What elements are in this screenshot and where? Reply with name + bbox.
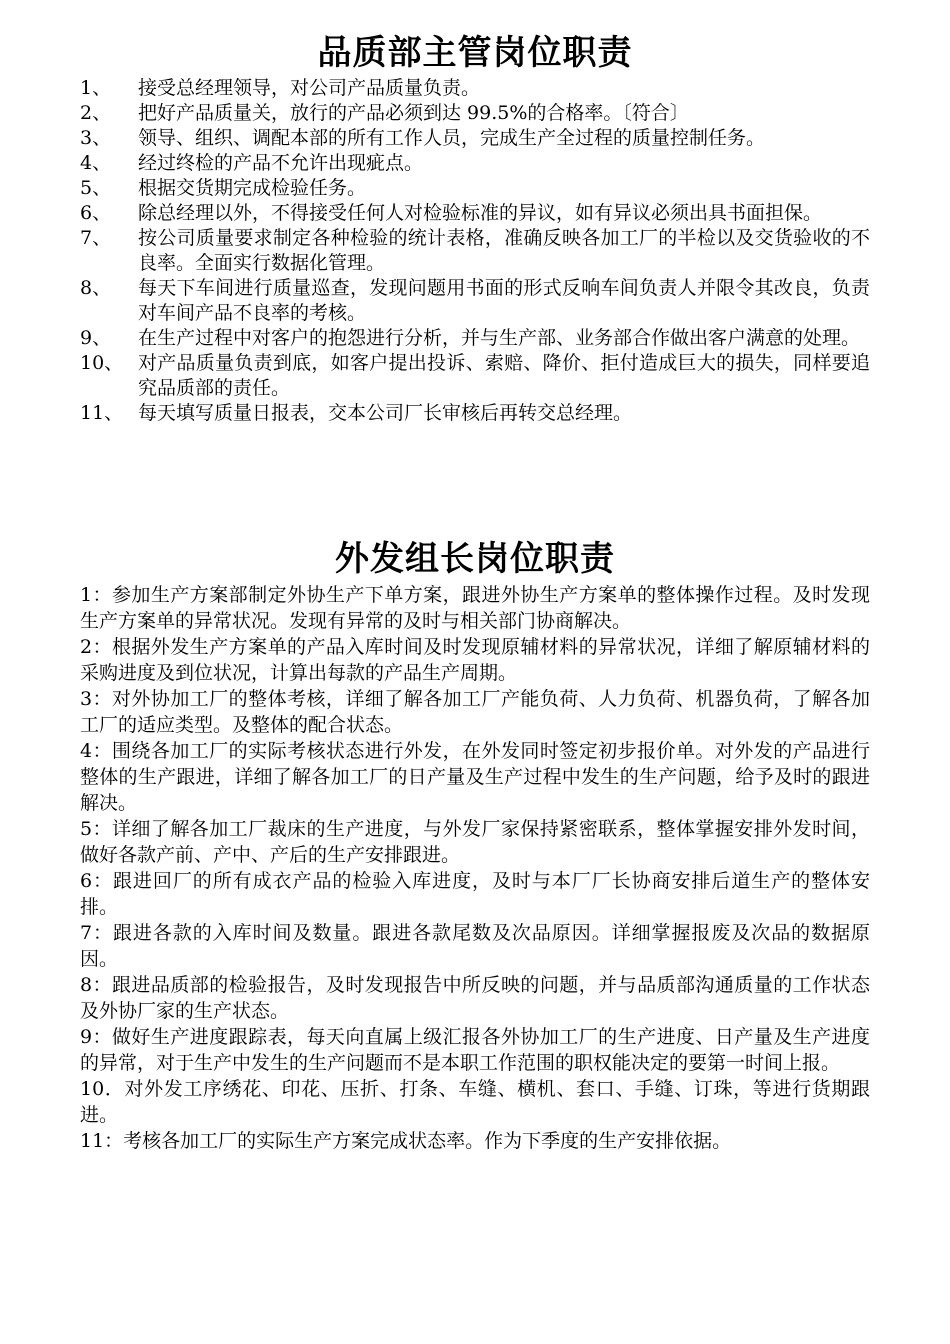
item-number: 4、 xyxy=(80,152,112,174)
section2-item: 5：详细了解各加工厂裁床的生产进度，与外发厂家保持紧密联系，整体掌握安排外发时间，做好各款产前、产中、产后的生产安排跟进。 xyxy=(80,818,870,866)
section1-item xyxy=(80,326,870,351)
section1-item xyxy=(80,401,870,426)
document-page xyxy=(80,30,870,1154)
section1-item xyxy=(80,76,870,101)
item-number: 8、 xyxy=(80,277,112,299)
item-text: 把好产品质量关，放行的产品必须到达 99.5%的合格率。〔符合〕 xyxy=(138,102,689,124)
section2-item: 1：参加生产方案部制定外协生产下单方案，跟进外协生产方案单的整体操作过程。及时发现生产方案单的异常状况。发现有异常的及时与相关部门协商解决。 xyxy=(80,584,870,632)
section2-item: 4：围绕各加工厂的实际考核状态进行外发，在外发同时签定初步报价单。对外发的产品进行整体的生产跟进，详细了解各加工厂的日产量及生产过程中发生的生产问题，给予及时的跟进解决。 xyxy=(80,740,870,814)
section1-item xyxy=(80,201,870,226)
item-text: 按公司质量要求制定各种检验的统计表格，准确反映各加工厂的半检以及交货验收的不良率。全面实行数据化管理。 xyxy=(138,227,870,274)
section2-duty-list xyxy=(80,582,870,1154)
item-number: 5、 xyxy=(80,177,112,199)
section2-item: 7：跟进各款的入库时间及数量。跟进各款尾数及次品原因。详细掌握报废及次品的数据原因。 xyxy=(80,922,870,970)
section2-item: 8：跟进品质部的检验报告，及时发现报告中所反映的问题，并与品质部沟通质量的工作状态及外协厂家的生产状态。 xyxy=(80,974,870,1022)
section1-item xyxy=(80,176,870,201)
item-text: 每天下车间进行质量巡查，发现问题用书面的形式反响车间负责人并限令其改良，负责对车间产品不良率的考核。 xyxy=(138,277,870,324)
item-number: 3、 xyxy=(80,127,112,149)
section2-title: 外发组长岗位职责 xyxy=(335,539,615,579)
item-text: 经过终检的产品不允许出现疵点。 xyxy=(138,152,424,174)
section1-item xyxy=(80,276,870,326)
item-text: 接受总经理领导，对公司产品质量负责。 xyxy=(138,77,481,99)
section2-item: 3：对外协加工厂的整体考核，详细了解各加工厂产能负荷、人力负荷、机器负荷，了解各加工厂的适应类型。及整体的配合状态。 xyxy=(80,688,870,736)
item-text: 根据交货期完成检验任务。 xyxy=(138,177,367,199)
item-text: 每天填写质量日报表，交本公司厂长审核后再转交总经理。 xyxy=(138,402,633,424)
section1-item xyxy=(80,151,870,176)
section2-item: 6：跟进回厂的所有成衣产品的检验入库进度，及时与本厂厂长协商安排后道生产的整体安排。 xyxy=(80,870,870,918)
section1-item xyxy=(80,101,870,126)
section1-item xyxy=(80,351,870,401)
section2-item: 10．对外发工序绣花、印花、压折、打条、车缝、横机、套口、手缝、订珠，等进行货期跟进。 xyxy=(80,1078,870,1126)
item-text: 对产品质量负责到底，如客户提出投诉、索赔、降价、拒付造成巨大的损失，同样要追究品质部的责任。 xyxy=(138,352,870,399)
item-text: 领导、组织、调配本部的所有工作人员，完成生产全过程的质量控制任务。 xyxy=(138,127,766,149)
section2-item: 9：做好生产进度跟踪表，每天向直属上级汇报各外协加工厂的生产进度、日产量及生产进度的异常，对于生产中发生的生产问题而不是本职工作范围的职权能决定的要第一时间上报。 xyxy=(80,1026,870,1074)
item-number: 7、 xyxy=(80,227,112,249)
section1-title: 品质部主管岗位职责 xyxy=(317,33,633,73)
item-number: 6、 xyxy=(80,202,112,224)
section1-item xyxy=(80,126,870,151)
item-number: 9、 xyxy=(80,327,112,349)
item-number: 10、 xyxy=(80,352,124,374)
item-number: 2、 xyxy=(80,102,112,124)
section2-item: 2：根据外发生产方案单的产品入库时间及时发现原辅材料的异常状况，详细了解原辅材料的采购进度及到位状况，计算出每款的产品生产周期。 xyxy=(80,636,870,684)
section1-item xyxy=(80,226,870,276)
item-number: 1、 xyxy=(80,77,112,99)
section-spacer xyxy=(80,426,870,536)
section2-item: 11：考核各加工厂的实际生产方案完成状态率。作为下季度的生产安排依据。 xyxy=(80,1130,732,1152)
section1-duty-list xyxy=(80,76,870,426)
item-number: 11、 xyxy=(80,402,124,424)
item-text: 在生产过程中对客户的抱怨进行分析，并与生产部、业务部合作做出客户满意的处理。 xyxy=(138,327,861,349)
item-text: 除总经理以外，不得接受任何人对检验标准的异议，如有异议必须出具书面担保。 xyxy=(138,202,823,224)
